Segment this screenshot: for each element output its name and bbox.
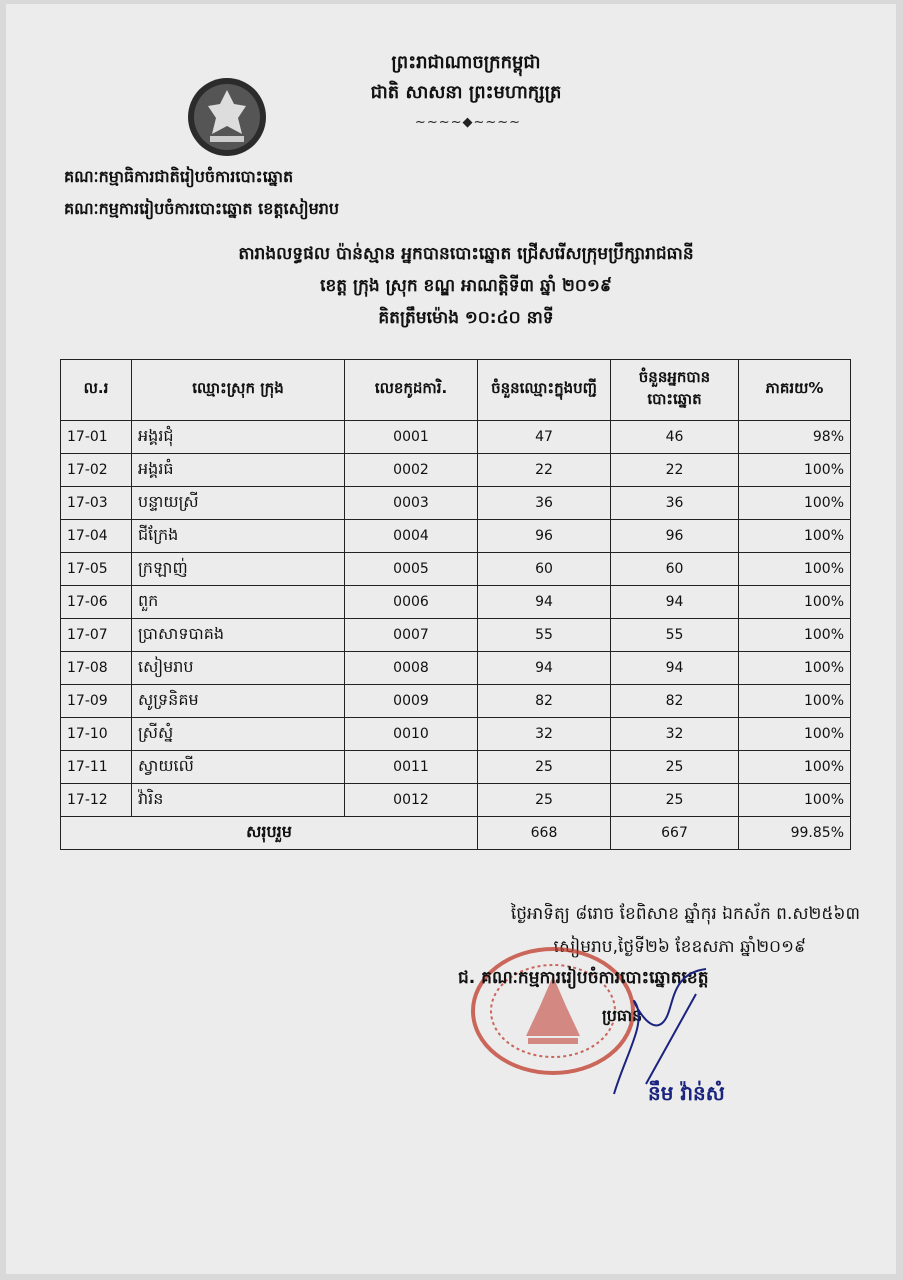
table-row bbox=[61, 454, 851, 487]
row-registered: 55 bbox=[478, 619, 611, 652]
row-voted: 55 bbox=[611, 619, 739, 652]
row-name: ក្រឡាញ់ bbox=[132, 553, 345, 586]
row-voted: 82 bbox=[611, 685, 739, 718]
row-percent: 100% bbox=[739, 718, 851, 751]
row-name: ស្រីស្នំ bbox=[132, 718, 345, 751]
kingdom-header bbox=[326, 48, 606, 108]
row-percent: 100% bbox=[739, 454, 851, 487]
total-row bbox=[61, 817, 851, 850]
row-code: 17-03 bbox=[61, 487, 132, 520]
document-sheet bbox=[6, 4, 896, 1274]
title-line-3: គិតត្រឹមម៉ោង ១០:៤០ នាទី bbox=[378, 308, 554, 328]
row-registered: 32 bbox=[478, 718, 611, 751]
table-row bbox=[61, 751, 851, 784]
total-label: សរុបរួម bbox=[61, 817, 478, 850]
header-registered: ចំនួនឈ្មោះក្នុងបញ្ជី bbox=[478, 360, 611, 421]
document-title bbox=[106, 238, 826, 334]
row-percent: 100% bbox=[739, 685, 851, 718]
row-voted: 25 bbox=[611, 784, 739, 817]
row-name: ជីក្រែង bbox=[132, 520, 345, 553]
header-code: ល.រ bbox=[61, 360, 132, 421]
row-name: ស្វាយលើ bbox=[132, 751, 345, 784]
row-station: 0004 bbox=[345, 520, 478, 553]
header-percent: ភាគរយ% bbox=[739, 360, 851, 421]
row-registered: 22 bbox=[478, 454, 611, 487]
row-station: 0001 bbox=[345, 421, 478, 454]
row-percent: 100% bbox=[739, 619, 851, 652]
royal-emblem-icon bbox=[186, 76, 268, 158]
row-name: ពួក bbox=[132, 586, 345, 619]
row-percent: 98% bbox=[739, 421, 851, 454]
row-registered: 94 bbox=[478, 586, 611, 619]
title-line-2: ខេត្ត ក្រុង ស្រុក ខណ្ឌ អាណត្តិទី៣ ឆ្នាំ ២០១៩ bbox=[320, 276, 612, 296]
lunar-date: ថ្ងៃអាទិត្យ ៨រោច ខែពិសាខ ឆ្នាំកុរ ឯកស័ក ព.ស២៥៦៣ bbox=[510, 904, 860, 924]
row-station: 0005 bbox=[345, 553, 478, 586]
row-voted: 25 bbox=[611, 751, 739, 784]
row-code: 17-08 bbox=[61, 652, 132, 685]
row-code: 17-12 bbox=[61, 784, 132, 817]
row-voted: 46 bbox=[611, 421, 739, 454]
row-name: ប្រាសាទបាគង bbox=[132, 619, 345, 652]
title-line-1: តារាងលទ្ធផល ប៉ាន់ស្មាន អ្នកបានបោះឆ្នោត ជ្រើសរើសក្រុមប្រឹក្សារាជធានី bbox=[238, 244, 694, 264]
row-registered: 60 bbox=[478, 553, 611, 586]
total-percent: 99.85% bbox=[739, 817, 851, 850]
kingdom-line-1: ព្រះរាជាណាចក្រកម្ពុជា bbox=[391, 52, 541, 73]
row-station: 0011 bbox=[345, 751, 478, 784]
row-station: 0008 bbox=[345, 652, 478, 685]
row-name: សូទ្រនិគម bbox=[132, 685, 345, 718]
row-name: សៀមរាប bbox=[132, 652, 345, 685]
row-percent: 100% bbox=[739, 520, 851, 553]
table-row bbox=[61, 685, 851, 718]
row-code: 17-02 bbox=[61, 454, 132, 487]
row-registered: 94 bbox=[478, 652, 611, 685]
table-row bbox=[61, 784, 851, 817]
signature-scribble-icon bbox=[606, 964, 716, 1099]
row-name: វ៉ារិន bbox=[132, 784, 345, 817]
row-registered: 82 bbox=[478, 685, 611, 718]
kingdom-line-2: ជាតិ សាសនា ព្រះមហាក្សត្រ bbox=[370, 82, 562, 103]
row-voted: 60 bbox=[611, 553, 739, 586]
table-row bbox=[61, 619, 851, 652]
row-registered: 96 bbox=[478, 520, 611, 553]
row-voted: 32 bbox=[611, 718, 739, 751]
row-station: 0006 bbox=[345, 586, 478, 619]
signature-title: ជ. គណៈកម្មការរៀបចំការបោះឆ្នោតខេត្ត bbox=[458, 968, 709, 988]
row-station: 0009 bbox=[345, 685, 478, 718]
row-registered: 25 bbox=[478, 784, 611, 817]
authority-provincial: គណៈកម្មការរៀបចំការបោះឆ្នោត ខេត្តសៀមរាប bbox=[64, 199, 340, 218]
row-station: 0007 bbox=[345, 619, 478, 652]
row-voted: 94 bbox=[611, 652, 739, 685]
row-voted: 94 bbox=[611, 586, 739, 619]
row-station: 0003 bbox=[345, 487, 478, 520]
header-voted: ចំនួនអ្នកបានបោះឆ្នោត bbox=[611, 360, 739, 421]
table-row bbox=[61, 520, 851, 553]
row-code: 17-04 bbox=[61, 520, 132, 553]
signer-name: នឹម វ៉ាន់សំ bbox=[648, 1081, 725, 1105]
table-row bbox=[61, 487, 851, 520]
row-percent: 100% bbox=[739, 652, 851, 685]
row-registered: 47 bbox=[478, 421, 611, 454]
row-name: បន្ទាយស្រី bbox=[132, 487, 345, 520]
results-table bbox=[60, 359, 851, 850]
signature-role: ប្រធាន bbox=[602, 1006, 643, 1025]
row-station: 0010 bbox=[345, 718, 478, 751]
row-voted: 96 bbox=[611, 520, 739, 553]
row-voted: 36 bbox=[611, 487, 739, 520]
row-station: 0012 bbox=[345, 784, 478, 817]
authority-national: គណៈកម្មាធិការជាតិរៀបចំការបោះឆ្នោត bbox=[64, 167, 294, 186]
table-header-row bbox=[61, 360, 851, 421]
row-code: 17-01 bbox=[61, 421, 132, 454]
row-code: 17-07 bbox=[61, 619, 132, 652]
row-name: អង្គរធំ bbox=[132, 454, 345, 487]
table-row bbox=[61, 553, 851, 586]
solar-date: សៀមរាប,ថ្ងៃទី២៦ ខែឧសភា ឆ្នាំ២០១៩ bbox=[553, 937, 806, 957]
table-row bbox=[61, 421, 851, 454]
table-row bbox=[61, 718, 851, 751]
row-percent: 100% bbox=[739, 751, 851, 784]
header-station: លេខកូដការិ. bbox=[345, 360, 478, 421]
row-station: 0002 bbox=[345, 454, 478, 487]
row-voted: 22 bbox=[611, 454, 739, 487]
table-body bbox=[61, 421, 851, 817]
row-code: 17-05 bbox=[61, 553, 132, 586]
row-percent: 100% bbox=[739, 487, 851, 520]
row-code: 17-10 bbox=[61, 718, 132, 751]
table-row bbox=[61, 586, 851, 619]
row-code: 17-09 bbox=[61, 685, 132, 718]
row-code: 17-06 bbox=[61, 586, 132, 619]
row-name: អង្គរជុំ bbox=[132, 421, 345, 454]
row-percent: 100% bbox=[739, 553, 851, 586]
row-percent: 100% bbox=[739, 784, 851, 817]
header-name: ឈ្មោះស្រុក ក្រុង bbox=[132, 360, 345, 421]
table-row bbox=[61, 652, 851, 685]
ornament-divider: ~~~~◆~~~~ bbox=[414, 115, 522, 130]
total-voted: 667 bbox=[611, 817, 739, 850]
row-registered: 36 bbox=[478, 487, 611, 520]
total-registered: 668 bbox=[478, 817, 611, 850]
row-code: 17-11 bbox=[61, 751, 132, 784]
row-registered: 25 bbox=[478, 751, 611, 784]
row-percent: 100% bbox=[739, 586, 851, 619]
